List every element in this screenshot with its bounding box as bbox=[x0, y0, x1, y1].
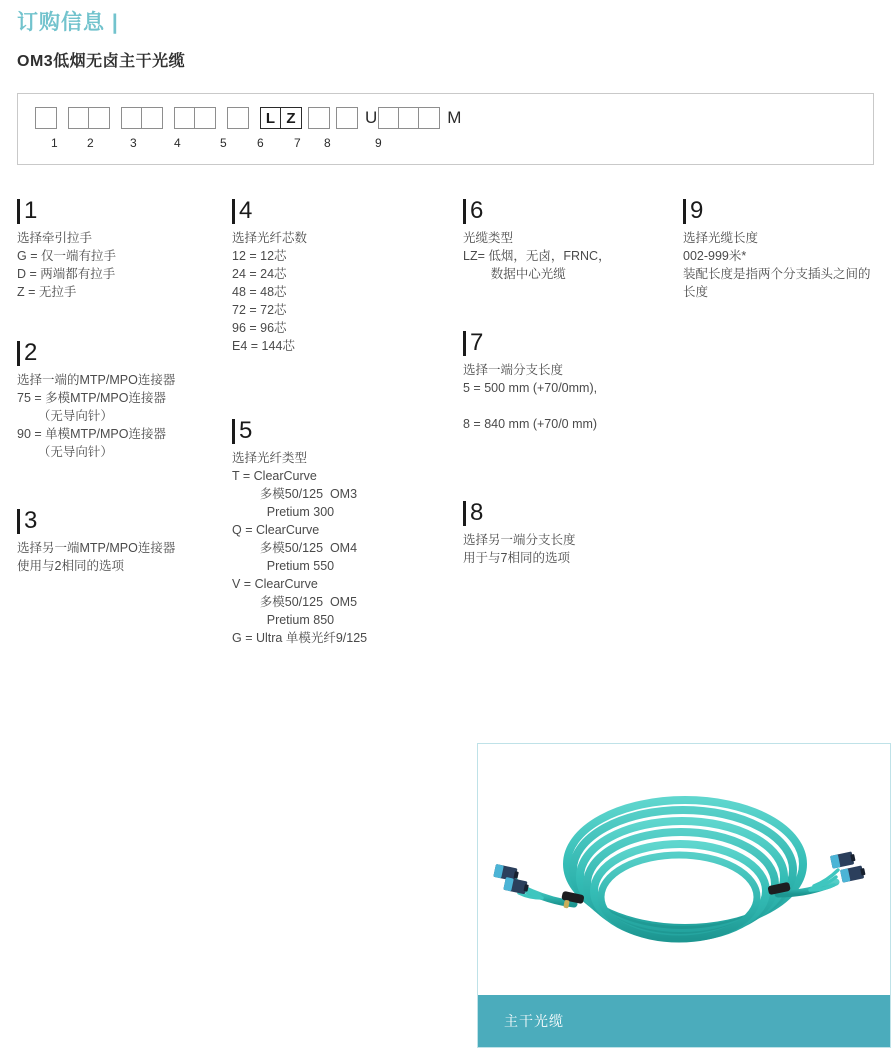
option-line: 8 = 840 mm (+70/0 mm) bbox=[463, 417, 598, 431]
code-cell[interactable] bbox=[175, 108, 195, 128]
option-line: 选择牵引拉手 bbox=[17, 231, 93, 245]
code-cell[interactable] bbox=[36, 108, 56, 128]
page-title: 订购信息 | bbox=[17, 11, 119, 34]
option-section-8 bbox=[463, 498, 576, 567]
code-cell[interactable]: L bbox=[261, 108, 281, 128]
code-cell[interactable] bbox=[142, 108, 162, 128]
section-heading bbox=[17, 196, 116, 226]
option-line: 用于与7相同的选项 bbox=[463, 551, 570, 565]
option-line: 选择光纤类型 bbox=[232, 451, 308, 465]
code-cell-group-6[interactable] bbox=[260, 107, 302, 129]
order-code-row bbox=[35, 105, 462, 129]
option-line bbox=[463, 397, 597, 415]
section-marker-icon bbox=[17, 509, 20, 534]
section-heading bbox=[232, 196, 307, 226]
section-number: 4 bbox=[239, 197, 253, 224]
option-line: 选择另一端分支长度 bbox=[463, 533, 576, 547]
section-heading bbox=[683, 196, 871, 226]
option-line: 装配长度是指两个分支插头之间的 bbox=[683, 267, 871, 281]
code-cell[interactable] bbox=[69, 108, 89, 128]
option-line: 多模50/125 OM3 bbox=[232, 487, 358, 501]
code-cell-group-10[interactable] bbox=[378, 107, 440, 129]
section-body bbox=[463, 229, 611, 283]
option-line: LZ= 低烟，无卤，FRNC， bbox=[463, 249, 611, 263]
code-cell[interactable] bbox=[122, 108, 142, 128]
option-line: Q = ClearCurve bbox=[232, 523, 320, 537]
code-cell[interactable] bbox=[228, 108, 248, 128]
option-line: D = 两端都有拉手 bbox=[17, 267, 116, 281]
option-line: Pretium 850 bbox=[232, 613, 335, 627]
option-line: 90 = 单模MTP/MPO连接器 bbox=[17, 427, 166, 441]
section-body bbox=[463, 531, 576, 567]
page-subtitle: OM3低烟无卤主干光缆 bbox=[17, 53, 186, 70]
code-cell-group-4[interactable] bbox=[174, 107, 216, 129]
option-line: 使用与2相同的选项 bbox=[17, 559, 124, 573]
option-line: T = ClearCurve bbox=[232, 469, 317, 483]
option-line: 长度 bbox=[683, 285, 709, 299]
code-position-number-5: 5 bbox=[220, 136, 227, 150]
section-heading bbox=[463, 498, 576, 528]
section-number: 7 bbox=[470, 329, 484, 356]
section-number: 6 bbox=[470, 197, 484, 224]
trunk-cable-illustration bbox=[478, 744, 890, 995]
option-line: E4 = 144芯 bbox=[232, 339, 295, 353]
option-line: 48 = 48芯 bbox=[232, 285, 287, 299]
code-cell-group-2[interactable] bbox=[68, 107, 110, 129]
option-line: 96 = 96芯 bbox=[232, 321, 287, 335]
section-body bbox=[17, 539, 175, 575]
section-body bbox=[232, 449, 367, 647]
section-marker-icon bbox=[683, 199, 686, 224]
option-section-4 bbox=[232, 196, 307, 355]
option-line: （无导向针） bbox=[17, 445, 113, 459]
option-line: Pretium 300 bbox=[232, 505, 335, 519]
order-code-panel bbox=[17, 93, 874, 165]
section-heading bbox=[463, 196, 611, 226]
option-line: （无导向针） bbox=[17, 409, 113, 423]
section-body bbox=[463, 361, 597, 433]
code-cell[interactable] bbox=[309, 108, 329, 128]
option-line: 数据中心光缆 bbox=[463, 267, 566, 281]
code-position-number-8: 8 bbox=[324, 136, 331, 150]
section-body bbox=[232, 229, 307, 355]
option-line: 选择另一端MTP/MPO连接器 bbox=[17, 541, 176, 555]
option-line: 多模50/125 OM4 bbox=[232, 541, 358, 555]
option-line: 多模50/125 OM5 bbox=[232, 595, 358, 609]
option-section-7 bbox=[463, 328, 597, 433]
code-position-number-1: 1 bbox=[51, 136, 58, 150]
section-number: 2 bbox=[24, 339, 38, 366]
code-cell[interactable] bbox=[195, 108, 215, 128]
option-line: 选择一端分支长度 bbox=[463, 363, 564, 377]
code-cell[interactable]: Z bbox=[286, 109, 296, 127]
section-number: 8 bbox=[470, 499, 484, 526]
section-body bbox=[17, 371, 175, 461]
code-literal-u: U bbox=[365, 108, 378, 127]
option-line: G = 仅一端有拉手 bbox=[17, 249, 116, 263]
section-number: 9 bbox=[690, 197, 704, 224]
code-cell[interactable] bbox=[337, 108, 357, 128]
option-section-3 bbox=[17, 506, 175, 575]
code-position-number-7: 7 bbox=[294, 136, 301, 150]
product-caption: 主干光缆 bbox=[478, 995, 890, 1047]
option-line: 5 = 500 mm (+70/0mm), bbox=[463, 381, 598, 395]
code-cell-group-5[interactable] bbox=[227, 107, 249, 129]
code-position-number-9: 9 bbox=[375, 136, 382, 150]
option-line: G = Ultra 单模光纤9/125 bbox=[232, 631, 368, 645]
section-heading bbox=[463, 328, 597, 358]
section-body bbox=[683, 229, 871, 301]
option-line: 72 = 72芯 bbox=[232, 303, 287, 317]
option-section-5 bbox=[232, 416, 367, 647]
section-marker-icon bbox=[463, 501, 466, 526]
code-position-number-4: 4 bbox=[174, 136, 181, 150]
option-line: 选择光纤芯数 bbox=[232, 231, 308, 245]
code-cell[interactable] bbox=[419, 108, 439, 128]
option-line: 24 = 24芯 bbox=[232, 267, 287, 281]
section-marker-icon bbox=[17, 199, 20, 224]
section-heading bbox=[17, 338, 175, 368]
option-line: 12 = 12芯 bbox=[232, 249, 287, 263]
section-number: 5 bbox=[239, 417, 253, 444]
section-marker-icon bbox=[463, 199, 466, 224]
code-cell[interactable] bbox=[379, 108, 399, 128]
section-marker-icon bbox=[17, 341, 20, 366]
code-position-number-3: 3 bbox=[130, 136, 137, 150]
product-photo bbox=[478, 744, 890, 995]
code-cell[interactable] bbox=[399, 108, 419, 128]
code-cell-group-1[interactable] bbox=[35, 107, 57, 129]
section-heading bbox=[17, 506, 175, 536]
option-line: Z = 无拉手 bbox=[17, 285, 77, 299]
section-heading bbox=[232, 416, 367, 446]
option-section-2 bbox=[17, 338, 175, 461]
option-line: V = ClearCurve bbox=[232, 577, 318, 591]
section-marker-icon bbox=[232, 419, 235, 444]
option-line: Pretium 550 bbox=[232, 559, 335, 573]
code-position-number-2: 2 bbox=[87, 136, 94, 150]
option-section-9 bbox=[683, 196, 871, 301]
option-line: 75 = 多模MTP/MPO连接器 bbox=[17, 391, 166, 405]
section-number: 3 bbox=[24, 507, 38, 534]
section-number: 1 bbox=[24, 197, 38, 224]
section-body bbox=[17, 229, 116, 301]
code-literal-m: M bbox=[447, 108, 462, 127]
code-cell[interactable] bbox=[89, 108, 109, 128]
option-line: 选择一端的MTP/MPO连接器 bbox=[17, 373, 176, 387]
code-cell-group-8[interactable] bbox=[336, 107, 358, 129]
option-section-1 bbox=[17, 196, 116, 301]
section-marker-icon bbox=[463, 331, 466, 356]
option-line: 选择光缆长度 bbox=[683, 231, 759, 245]
code-cell-group-3[interactable] bbox=[121, 107, 163, 129]
section-marker-icon bbox=[232, 199, 235, 224]
option-line: 光缆类型 bbox=[463, 231, 514, 245]
code-cell-group-7[interactable] bbox=[308, 107, 330, 129]
option-section-6 bbox=[463, 196, 611, 283]
product-image-panel bbox=[477, 743, 891, 1048]
code-position-number-6: 6 bbox=[257, 136, 264, 150]
option-line: 002-999米* bbox=[683, 249, 747, 263]
